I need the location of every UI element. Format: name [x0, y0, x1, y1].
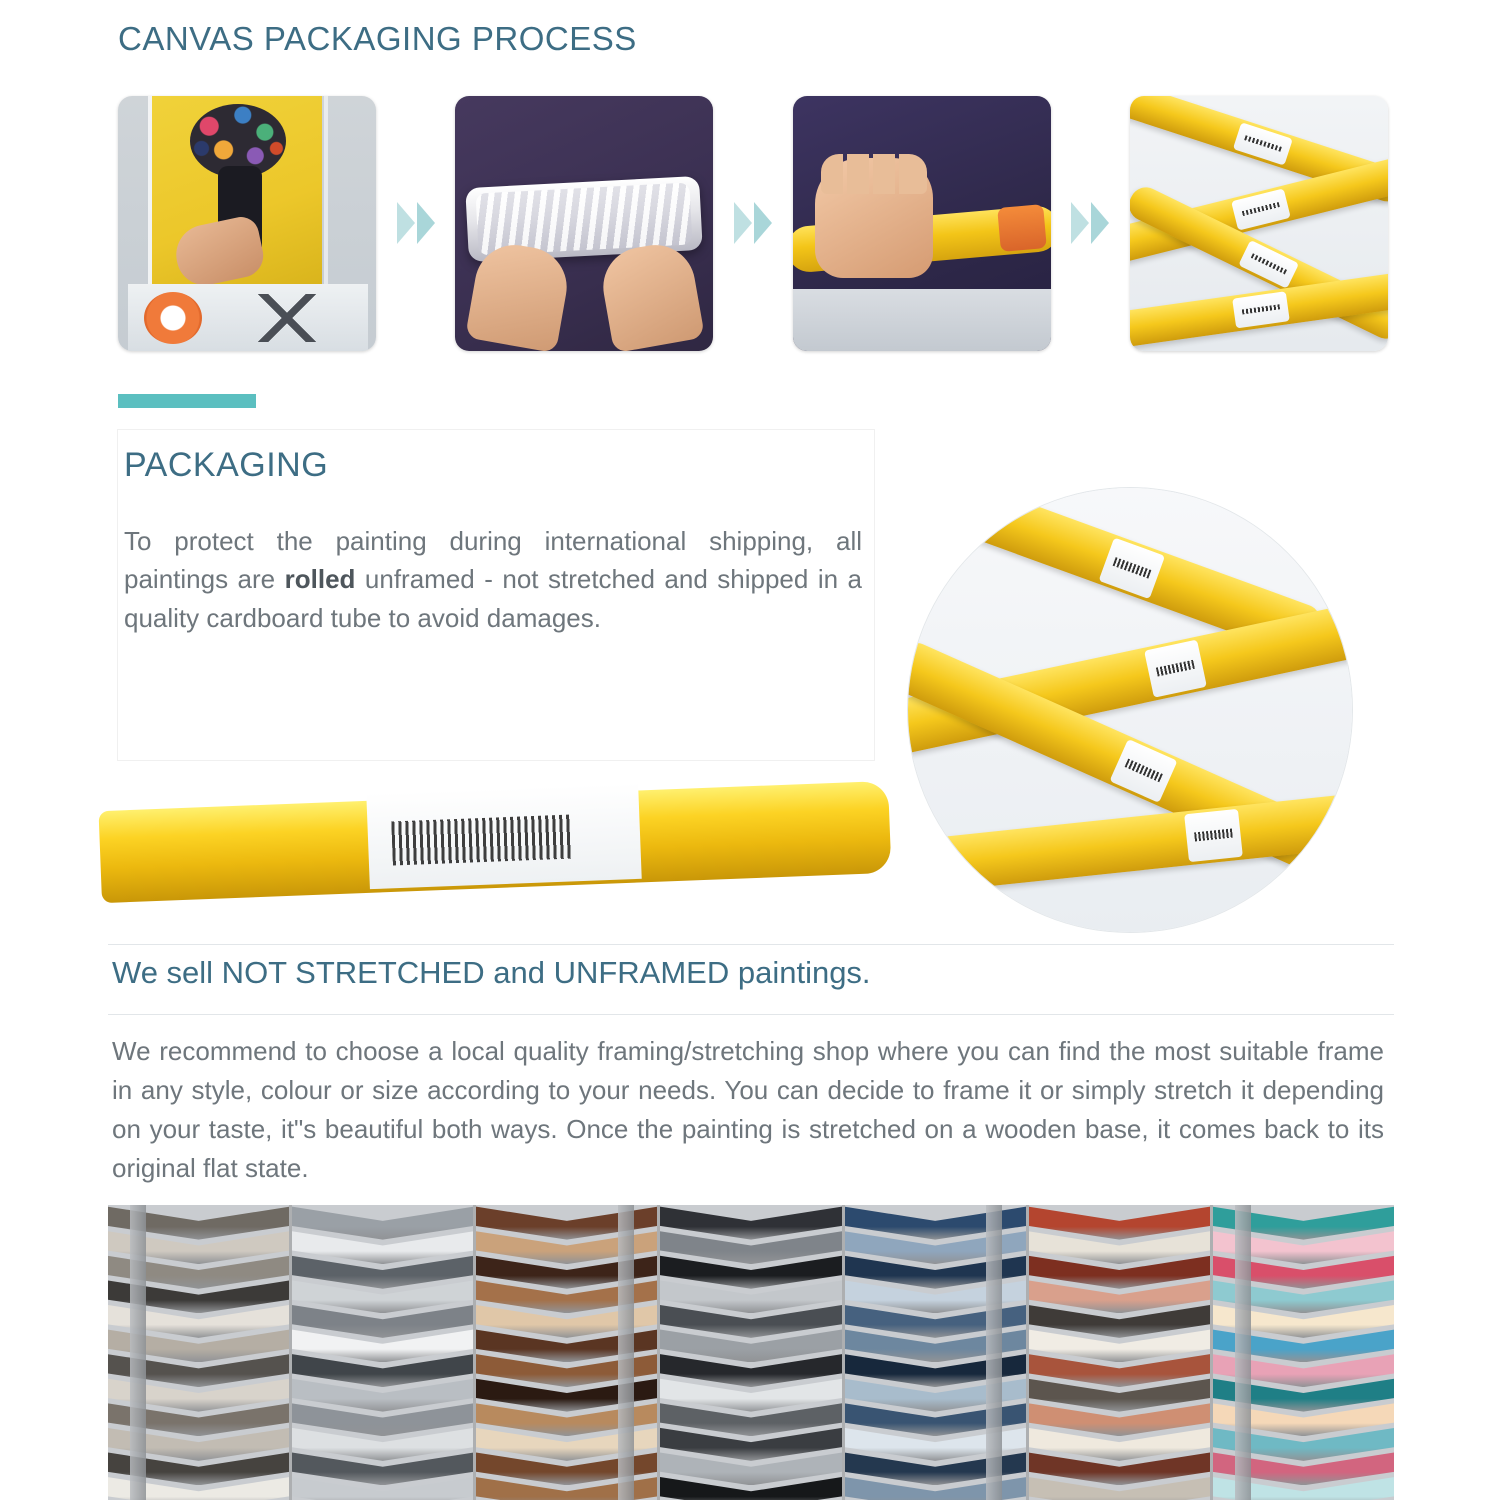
rack-post [618, 1205, 634, 1500]
section-title-canvas-packaging-process: CANVAS PACKAGING PROCESS [118, 20, 637, 57]
frame-samples-photo [108, 1205, 1394, 1500]
frame-column-7 [1213, 1205, 1394, 1500]
frame-sample [660, 1205, 844, 1240]
rack-post [1235, 1205, 1251, 1500]
frame-column-1 [108, 1205, 292, 1500]
chevron-right-icon [397, 202, 415, 244]
arrow-group-3 [1051, 202, 1130, 244]
arrow-group-2 [713, 202, 792, 244]
tube-photo-circle-inset [908, 488, 1352, 932]
chevron-right-icon [754, 202, 772, 244]
packaging-paragraph-suffix: unframed - not stretched and shipped in a quality cardboard tube to avoid damages. [124, 564, 863, 633]
step-photo-wrapping-in-plastic [455, 96, 713, 351]
tube-photo-wide [100, 770, 890, 920]
packaging-paragraph [124, 522, 862, 637]
frame-column-2 [292, 1205, 476, 1500]
step-photo-finished-tubes [1130, 96, 1388, 351]
rack-post [986, 1205, 1002, 1500]
section-divider-accent [118, 394, 256, 408]
packaging-heading: PACKAGING [124, 446, 329, 484]
chevron-right-icon [1071, 202, 1089, 244]
chevron-right-icon [417, 202, 435, 244]
frame-column-5 [845, 1205, 1029, 1500]
divider-top [108, 944, 1394, 945]
notice-body-text: We recommend to choose a local quality framing/stretching shop where you can find the most suitable frame in any style, colour or size according to your needs. You can decide to frame it or simply stretch it depending on your taste, it"s beautiful both ways. Once the painting is stretched on a wooden base, it comes back to its original flat state. [112, 1036, 1384, 1183]
chevron-right-icon [734, 202, 752, 244]
packaging-paragraph-bold: rolled [284, 564, 356, 595]
frame-column-4 [660, 1205, 844, 1500]
notice-headline: We sell NOT STRETCHED and UNFRAMED paintings. [112, 955, 871, 990]
step-photo-painting-on-table [118, 96, 376, 351]
frame-sample [292, 1205, 476, 1240]
frame-sample [1029, 1205, 1213, 1240]
step-photo-inserting-into-tube [793, 96, 1051, 351]
packaging-card [118, 430, 874, 760]
packaging-process-steps [118, 93, 1388, 353]
arrow-group-1 [376, 202, 455, 244]
frame-column-3 [476, 1205, 660, 1500]
divider-bottom [108, 1014, 1394, 1015]
chevron-right-icon [1091, 202, 1109, 244]
packaging-paragraph-prefix: To protect the painting during international shipping, all paintings are [124, 526, 862, 595]
rack-post [130, 1205, 146, 1500]
frame-column-6 [1029, 1205, 1213, 1500]
